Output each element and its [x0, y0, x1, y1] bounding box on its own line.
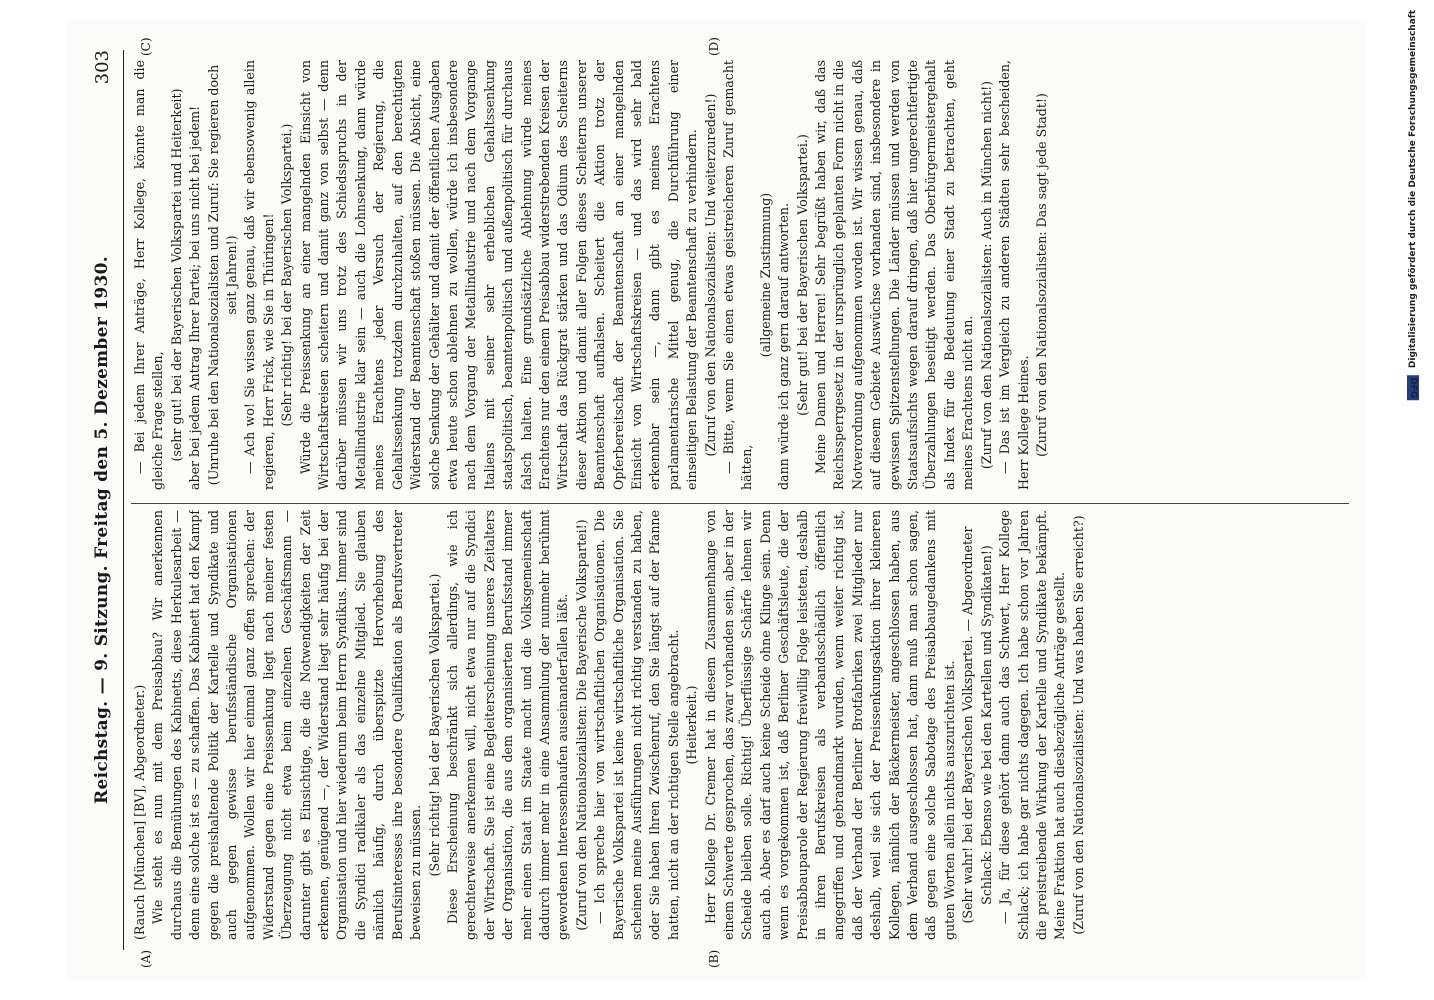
margin-marker-c: (C)	[139, 37, 153, 56]
header-left: Reichstag. — 9. Sitzung.	[92, 565, 112, 804]
interjection: (Zuruf von den Nationalsozialisten: Das sagt jede Stadt!)	[1033, 93, 1049, 457]
paragraph: Diese Erscheinung beschränkt sich allerdings, wie ich gerechterweise anerkennen will, nicht etwa nur auf die Syndici der Wirtschaft. Sie ist eine Begleiterscheinung unseres Zeitalters der Organisation, die aus dem organisierten Berufsstand immer mehr einen Staat im Staate macht und die Volksgemeinschaft dadurch immer mehr in eine Ansammlung der nunmehr berühmt gewordenen Interessenhaufen auseinanderfallen läßt.	[444, 510, 571, 940]
right-column	[131, 60, 1349, 490]
interjection: (Zuruf von den Nationalsozialisten: Die Bayerische Volkspartei!)	[573, 519, 589, 931]
header-rule	[123, 50, 124, 950]
side-note-text	[1407, 10, 1419, 400]
page-header	[85, 50, 119, 950]
paragraph: Wie steht es nun mit dem Preisabbau? Wir anerkennen durchaus die Bemühungen des Kabinetts, diese Herkulesarbeit — denn eine solche ist es — zu schaffen. Das Kabinett hat den Kampf gegen die preishaltende Politik der Kartelle und Syndikate und auch gegen gewisse berufsständische Organisationen aufgenommen. Wollen wir hier einmal ganz offen sprechen: der Widerstand gegen eine Preissenkung liegt nach meiner festen Überzeugung nicht etwa beim einzelnen Geschäftsmann — darunter gibt es Einsichtige, die die Notwendigkeiten der Zeit erkennen, genügend —, der Widerstand liegt sehr häufig bei der Organisation und hier wiederum beim Herrn Syndikus. Immer sind die Syndici radikaler als das einzelne Mitglied. Sie glauben nämlich häufig, durch überspitzte Hervorhebung des Berufsinteresses ihre besondere Qualifikation als Berufsvertreter beweisen zu müssen.	[150, 510, 424, 940]
paragraph: Meine Damen und Herren! Sehr begrüßt haben wir, daß das Reichssperrgesetz in der ursprünglich geplanten Form nicht in die Notverordnung aufgenommen worden ist. Wir wissen genau, daß auf diesem Gebiete Auswüchse vorhanden sind, insbesondere in gewissen Spitzenstellungen. Die Länder müssen und werden von Staatsaufsichts wegen darauf dringen, daß hier ungerechtfertigte Überzahlungen beseitigt werden. Das Oberbürgermeistergehalt als Index für die Bedeutung einer Stadt zu betrachten, geht meines Erachtens nicht an.	[813, 60, 976, 490]
paragraph: dann würde ich ganz gern darauf antworten.	[776, 203, 792, 490]
interjection: (sehr gut! bei der Bayerischen Volkspartei und Heiterkeit)	[168, 88, 184, 462]
paragraph: — Ja, für diese gehört dann auch das Schwert, Herr Kollege Schlack; ich habe gar nichts dagegen. Ich habe schon vor Jahren die preistreibende Wirkung der Kartelle und Syndikate bekämpft. Meine Fraktion hat auch diesbezügliche Anträge gestellt.	[997, 510, 1068, 940]
interjection: (Unruhe bei den Nationalsozialisten und Zuruf: Sie regieren doch seit Jahren!)	[205, 64, 240, 486]
margin-marker-a: (A)	[139, 949, 153, 968]
dfg-badge: DFG	[1408, 377, 1418, 399]
paragraph: Herr Kollege Dr. Cremer hat in diesem Zusammenhange von einem Schwerte gesprochen, das zwar vorhanden sein, aber in der Scheide bleiben solle. Richtig! Überflüssige Schärfe lehnen wir auch ab. Aber es darf auch keine Scheide ohne Klinge sein. Denn wenn es vorgekommen ist, daß Berliner Geschäftsleute, die der Preisabbauparole der Regierung freiwillig Folge leisteten, deshalb in ihren Berufskreisen als verbandsschädlich öffentlich angegriffen und gebrandmarkt wurden, wenn weiter richtig ist, daß der Verband der Berliner Brotfabriken zwei Mitglieder nur deshalb, weil sie sich der Preissenkungsaktion ihrer kleineren Kollegen, nämlich der Bäckermeister, angeschlossen haben, aus dem Verband ausgeschlossen hat, dann muß man schon sagen, daß gegen eine solche Sabotage des Preisabbaugedankens mit guten Worten allein nichts auszurichten ist.	[702, 510, 957, 940]
page-title	[92, 110, 112, 950]
interjection: (Zuruf von den Nationalsozialisten: Auch in München nicht!)	[978, 80, 994, 470]
paragraph: — Das ist im Vergleich zu anderen Städten sehr bescheiden, Herr Kollege Heines.	[997, 60, 1031, 490]
digitization-note	[1406, 10, 1420, 990]
header-date: Freitag den 5. Dezember 1930.	[92, 256, 112, 559]
interjection: (Zuruf von den Nationalsozialisten: Und weiterzureden!)	[702, 93, 718, 457]
interjection: (Heiterkeit.)	[684, 685, 700, 765]
column-divider	[131, 503, 1349, 504]
interjection: (Zuruf von den Nationalsozialisten: Und was haben Sie erreicht?)	[1070, 515, 1086, 935]
paragraph: — Bitte, wenn Sie einen etwas geistreicheren Zuruf gemacht hätten,	[721, 60, 755, 490]
paragraph: aber bei jedem Antrag Ihrer Partei; bei uns nicht bei jedem!	[187, 105, 203, 490]
margin-marker-b: (B)	[707, 949, 721, 968]
interjection: (Sehr richtig! bei der Bayerischen Volkspartei.)	[279, 123, 295, 427]
side-note-label: Digitalisierung gefördert durch die Deutsche Forschungsgemeinschaft	[1408, 10, 1418, 369]
margin-marker-d: (D)	[707, 37, 721, 56]
paragraph: — Ich spreche hier von wirtschaftlichen Organisationen. Die Bayerische Volkspartei ist keine wirtschaftliche Organisation. Sie scheinen meine Ausführungen nicht richtig verstanden zu haben, oder Sie haben Ihren Zwischenruf, den Sie längst auf der Pfanne hatten, nicht an der richtigen Stelle angebracht.	[592, 510, 681, 940]
paragraph: Würde die Preissenkung an einer mangelnden Einsicht von Wirtschaftskreisen scheitern und damit ganz von selbst — denn darüber müssen wir uns trotz des Schiedsspruchs in der Metallindustrie klar sein — auch die Lohnsenkung, dann würde meines Erachtens jeder Versuch der Regierung, die Gehaltssenkung trotzdem durchzuhalten, auf den berechtigten Widerstand der Beamtenschaft stoßen müssen. Die Absicht, eine solche Senkung der Gehälter und damit der öffentlichen Ausgaben etwa heute schon ablehnen zu wollen, würde ich insbesondere nach dem Vorgang der Metallindustrie und nach dem Vorgange Italiens mit seiner sehr erheblichen Gehaltssenkung staatspolitisch, beamtenpolitisch und außenpolitisch für durchaus falsch halten. Eine grundsätzliche Ablehnung würde meines Erachtens nur den einem Preisabbau widerstrebenden Kreisen der Wirtschaft das Rückgrat stärken und das Odium des Scheiterns dieser Aktion und damit aller Folgen dieses Scheiterns unserer Beamtenschaft aufhalsen. Scheitert die Aktion trotz der Opferbereitschaft der Beamtenschaft an einer mangelnden Einsicht von Wirtschaftskreisen — und das wird sehr bald erkennbar sein —, dann gibt es meines Erachtens parlamentarische Mittel genug, die Durchführung einer einseitigen Belastung der Beamtenschaft zu verhindern.	[297, 60, 700, 490]
interjection: (Sehr gut! bei der Bayerischen Volkspartei.)	[794, 134, 810, 416]
page-number: 303	[91, 50, 113, 85]
document-page	[67, 20, 1367, 980]
paragraph: (Rauch [München] [BV], Abgeordneter.)	[132, 684, 147, 940]
interjection: (Sehr richtig! bei der Bayerischen Volkspartei.)	[426, 573, 442, 877]
paragraph: — Ach wo! Sie wissen ganz genau, daß wir ebensowenig allein regieren, Herr Frick, wie Sie in Thüringen!	[242, 60, 276, 490]
left-column	[131, 510, 1349, 940]
interjection: (allgemeine Zustimmung)	[757, 192, 773, 358]
paragraph: — Bei jedem Ihrer Anträge, Herr Kollege, könnte man die gleiche Frage stellen,	[132, 60, 166, 490]
interjection: (Sehr wahr! bei der Bayerischen Volkspartei. — Abgeordneter Schlack: Ebenso wie bei den Kartellen und Syndikaten!)	[960, 526, 994, 924]
